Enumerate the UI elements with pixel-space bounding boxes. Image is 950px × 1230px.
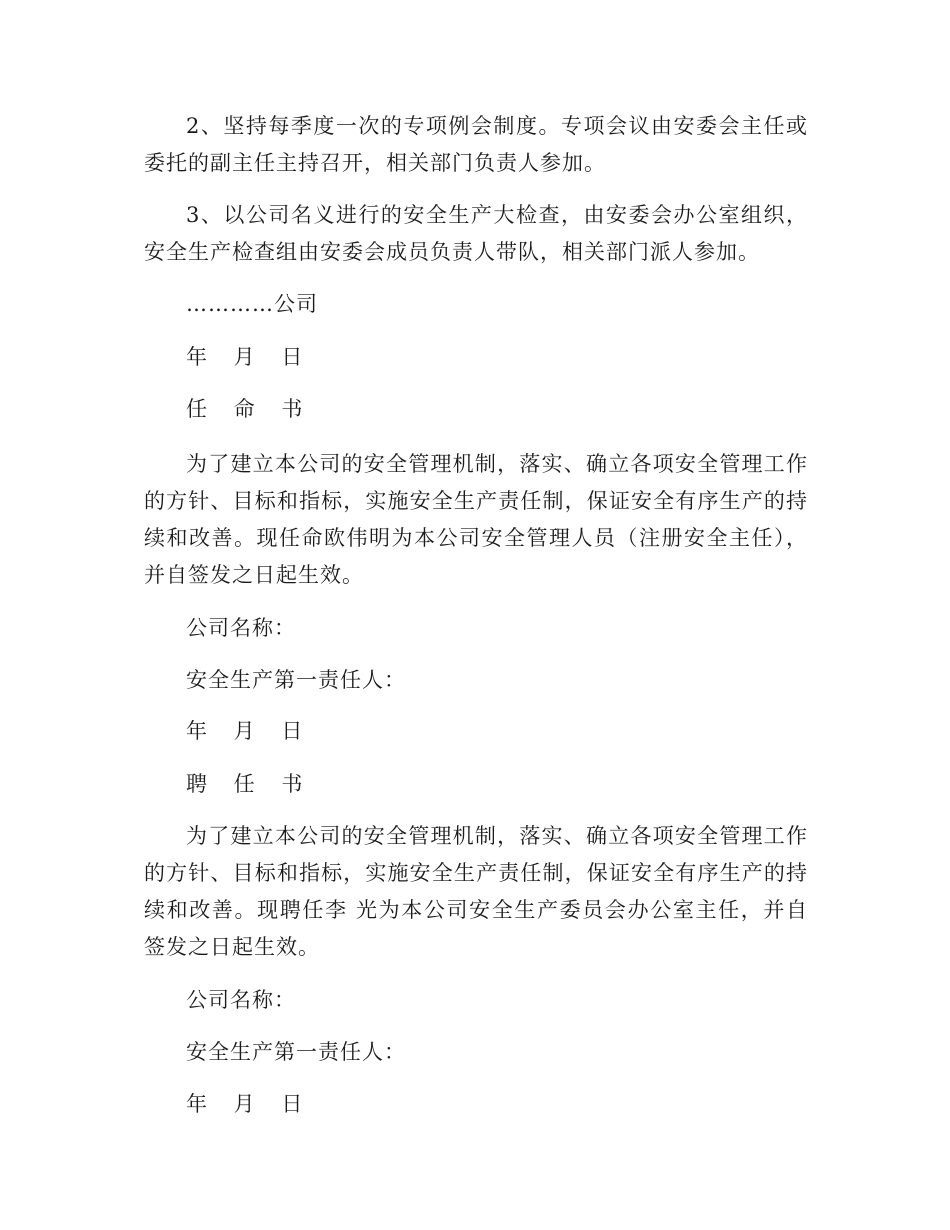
paragraph-item-3: 3、以公司名义进行的安全生产大检查，由安委会办公室组织，安全生产检查组由安委会成员负责人带队，相关部门派人参加。 bbox=[144, 203, 808, 264]
appointment-title: 任 命 书 bbox=[186, 397, 313, 421]
engagement-date-line: 年 月 日 bbox=[186, 1092, 313, 1116]
appointment-company-name-label: 公司名称： bbox=[186, 616, 296, 640]
appointment-responsible-label: 安全生产第一责任人： bbox=[186, 668, 406, 692]
appointment-date-line: 年 月 日 bbox=[186, 719, 313, 743]
company-signature-line: …………公司 bbox=[186, 292, 318, 316]
engagement-title: 聘 任 书 bbox=[186, 772, 313, 796]
engagement-responsible-label: 安全生产第一责任人： bbox=[186, 1040, 406, 1064]
date-line: 年 月 日 bbox=[186, 345, 313, 369]
engagement-body: 为了建立本公司的安全管理机制，落实、确立各项安全管理工作的方针、目标和指标，实施安全生产责任制，保证安全有序生产的持续和改善。现聘任李 光为本公司安全生产委员会办公室主任，并自签发之日起生效。 bbox=[144, 824, 808, 959]
engagement-company-name-label: 公司名称： bbox=[186, 988, 296, 1012]
appointment-body: 为了建立本公司的安全管理机制，落实、确立各项安全管理工作的方针、目标和指标，实施安全生产责任制，保证安全有序生产的持续和改善。现任命欧伟明为本公司安全管理人员（注册安全主任），并自签发之日起生效。 bbox=[144, 452, 808, 587]
paragraph-item-2: 2、坚持每季度一次的专项例会制度。专项会议由安委会主任或委托的副主任主持召开，相关部门负责人参加。 bbox=[144, 114, 808, 175]
